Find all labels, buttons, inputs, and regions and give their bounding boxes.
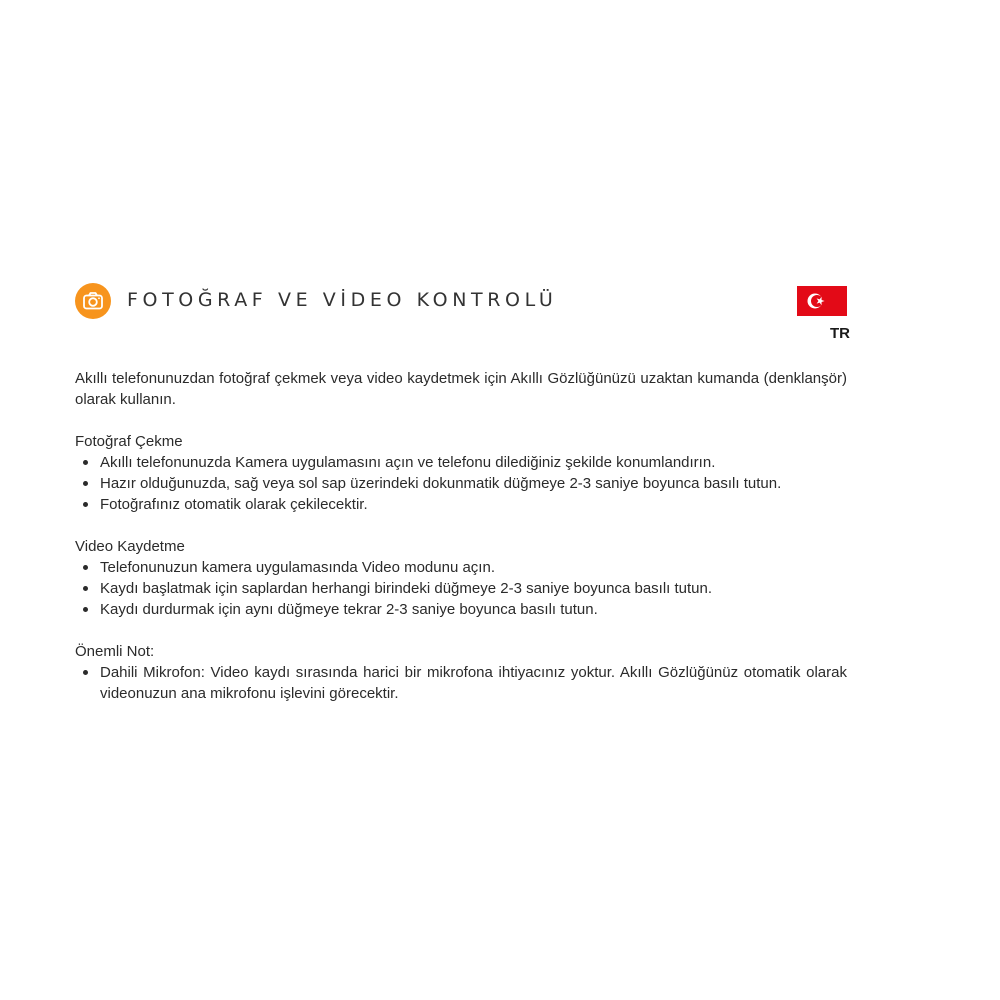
camera-icon: [75, 283, 111, 319]
list-item: Hazır olduğunuzda, sağ veya sol sap üzerindeki dokunmatik düğmeye 2-3 saniye boyunca basılı tutun.: [100, 473, 847, 494]
bullet-list: [75, 662, 847, 704]
list-item: Telefonunuzun kamera uygulamasında Video modunu açın.: [100, 557, 847, 578]
section-header: [75, 283, 850, 323]
list-item: Akıllı telefonunuzda Kamera uygulamasını açın ve telefonu dilediğiniz şekilde konumlandırın.: [100, 452, 847, 473]
list-item: Kaydı başlatmak için saplardan herhangi birindeki düğmeye 2-3 saniye boyunca basılı tutun.: [100, 578, 847, 599]
section-title: Fotoğraf Çekme: [75, 433, 183, 450]
turkey-flag-icon: [797, 286, 847, 316]
section-note: [75, 641, 847, 704]
section-video: [75, 536, 847, 620]
document-body: [75, 368, 847, 725]
list-item: Dahili Mikrofon: Video kaydı sırasında harici bir mikrofona ihtiyacınız yoktur. Akıllı Gözlüğünüz otomatik olarak videonuzun ana mikrofonu işlevini görecektir.: [100, 664, 847, 702]
list-item: Kaydı durdurmak için aynı düğmeye tekrar 2-3 saniye boyunca basılı tutun.: [100, 599, 847, 620]
language-code: TR: [830, 325, 850, 342]
section-photo: [75, 431, 847, 515]
bullet-list: [75, 452, 847, 515]
page-title: FOTOĞRAF VE VİDEO KONTROLÜ: [127, 289, 558, 311]
list-item: Fotoğrafınız otomatik olarak çekilecektir.: [100, 494, 847, 515]
section-title: Video Kaydetme: [75, 538, 185, 555]
bullet-list: [75, 557, 847, 620]
intro-paragraph: Akıllı telefonunuzdan fotoğraf çekmek veya video kaydetmek için Akıllı Gözlüğünüzü uzaktan kumanda (denklanşör) olarak kullanın.: [75, 370, 847, 408]
section-title: Önemli Not:: [75, 643, 155, 660]
